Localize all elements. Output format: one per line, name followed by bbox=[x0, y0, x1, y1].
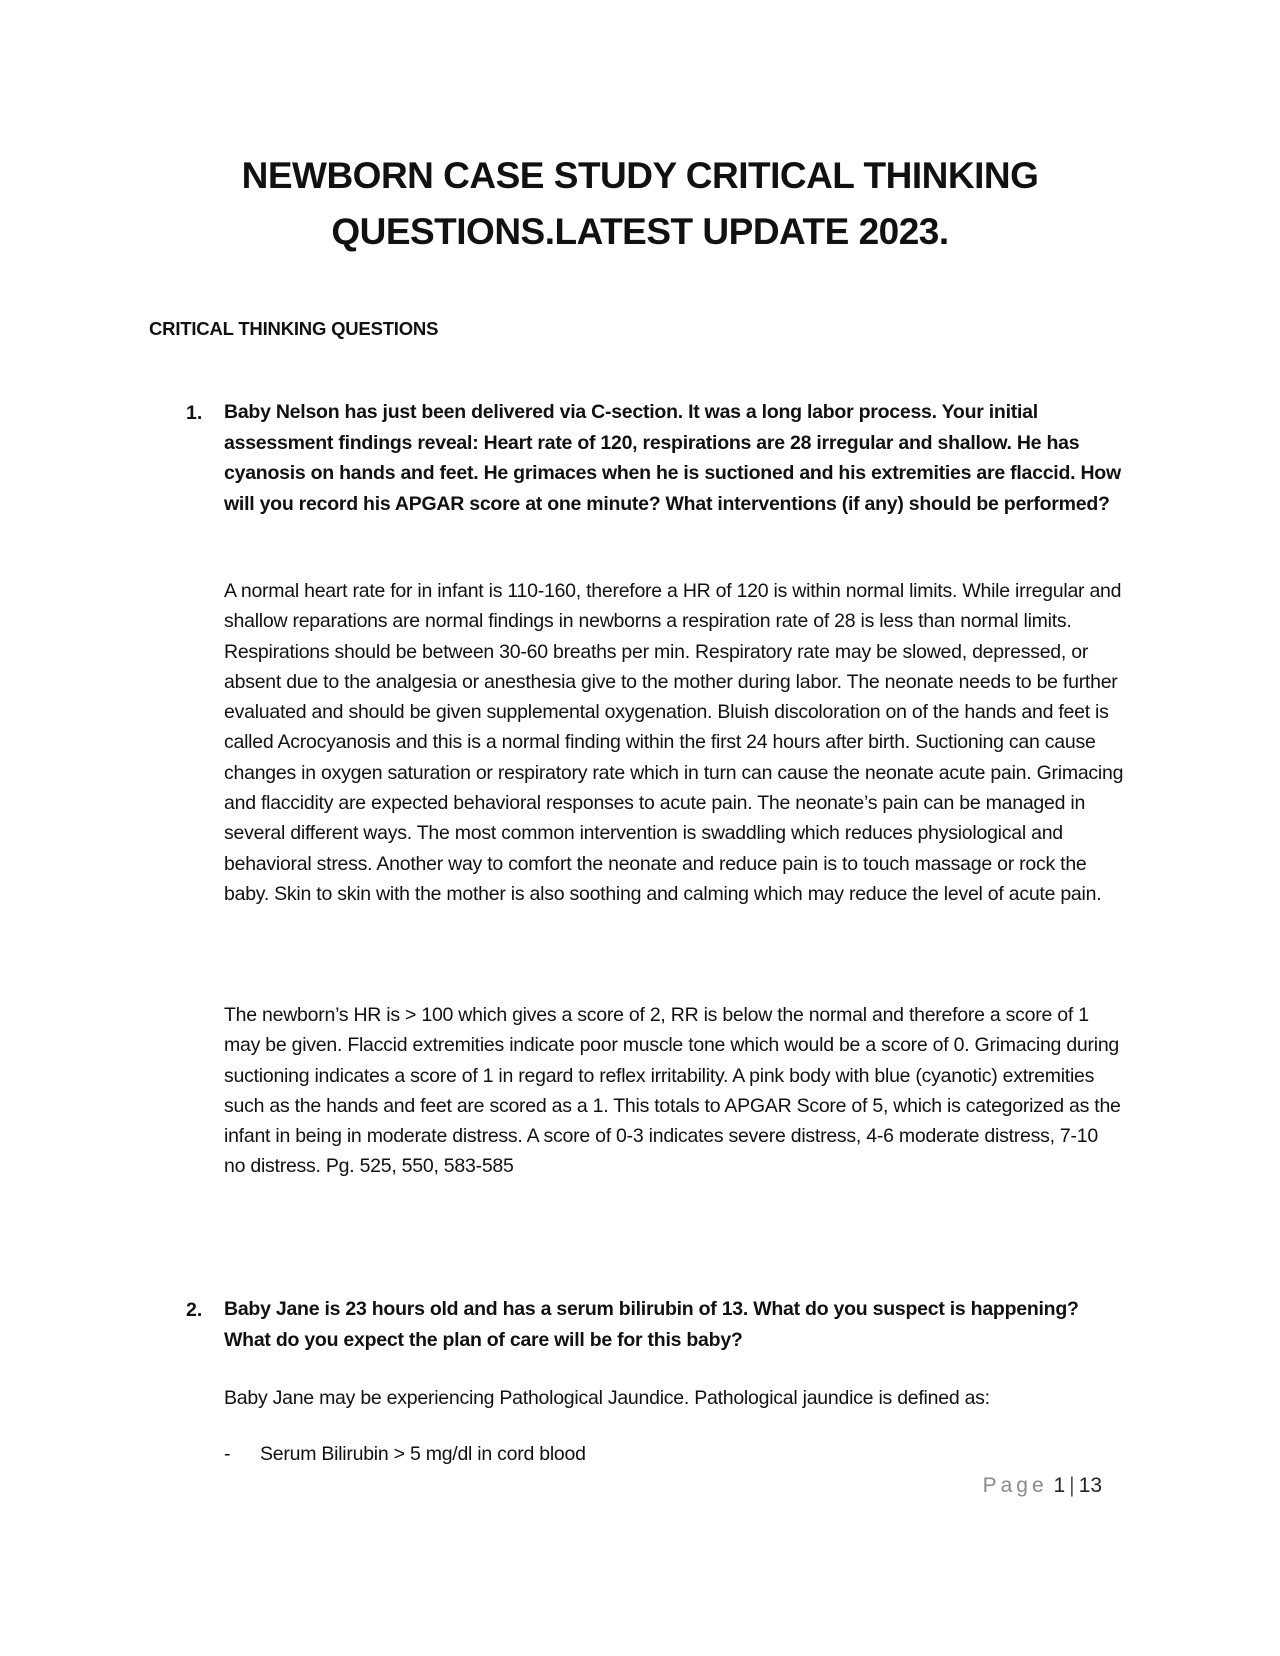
question-1-text: Baby Nelson has just been delivered via C-section. It was a long labor process. Your initial assessment findings reveal: Heart rate of 120, respirations are 28 irregular and shallow. He has cyanosis on hands and feet. He grimaces when he is suctioned and his extremities are flaccid. How will you record his APGAR score at one minute? What interventions (if any) should be performed? bbox=[224, 401, 1121, 515]
bullet-item: Serum Bilirubin > 5 mg/dl in cord blood bbox=[260, 1443, 586, 1465]
footer-page-label: Page bbox=[982, 1474, 1048, 1497]
question-2-number: 2. bbox=[186, 1299, 203, 1321]
question-1-answer-paragraph-2: The newborn’s HR is > 100 which gives a score of 2, RR is below the normal and therefore a score of 1 may be given. Flaccid extremities indicate poor muscle tone which would be a score of 0. Grimacing during suctioning indicates a score of 1 in regard to reflex irritability. A pink body with blue (cyanotic) extremities such as the hands and feet are scored as a 1. This totals to APGAR Score of 5, which is categorized as the infant in being in moderate distress. A score of 0-3 indicates severe distress, 4-6 moderate distress, 7-10 no distress. Pg. 525, 550, 583-585 bbox=[224, 1004, 1121, 1178]
question-2-text: Baby Jane is 23 hours old and has a serum bilirubin of 13. What do you suspect is happening? What do you expect the plan of care will be for this baby? bbox=[224, 1298, 1079, 1351]
question-1-answer-paragraph-1: A normal heart rate for in infant is 110-160, therefore a HR of 120 is within normal limits. While irregular and shallow reparations are normal findings in newborns a respiration rate of 28 is less than normal limits. Respirations should be between 30-60 breaths per min. Respiratory rate may be slowed, depressed, or absent due to the analgesia or anesthesia give to the mother during labor. The neonate needs to be further evaluated and should be given supplemental oxygenation. Bluish discoloration on of the hands and feet is called Acrocyanosis and this is a normal finding within the first 24 hours after birth. Suctioning can cause changes in oxygen saturation or respiratory rate which in turn can cause the neonate acute pain. Grimacing and flaccidity are expected behavioral responses to acute pain. The neonate’s pain can be managed in several different ways. The most common intervention is swaddling which reduces physiological and behavioral stress. Another way to comfort the neonate and reduce pain is to touch massage or rock the baby. Skin to skin with the mother is also soothing and calming which may reduce the level of acute pain. bbox=[224, 580, 1124, 905]
bullet-marker: - bbox=[224, 1443, 231, 1465]
title-line-1: NEWBORN CASE STUDY CRITICAL THINKING bbox=[241, 155, 1039, 196]
footer-separator: | bbox=[1069, 1474, 1075, 1497]
footer-total-pages: 13 bbox=[1078, 1474, 1102, 1497]
question-1-number: 1. bbox=[186, 402, 203, 424]
question-2-answer-paragraph-1: Baby Jane may be experiencing Pathological Jaundice. Pathological jaundice is defined as: bbox=[224, 1387, 990, 1409]
footer-current-page: 1 bbox=[1053, 1474, 1066, 1497]
section-heading: CRITICAL THINKING QUESTIONS bbox=[149, 318, 439, 339]
title-line-2: QUESTIONS.LATEST UPDATE 2023. bbox=[331, 211, 949, 252]
page-footer bbox=[983, 1474, 1102, 1498]
document-title bbox=[200, 148, 1080, 260]
